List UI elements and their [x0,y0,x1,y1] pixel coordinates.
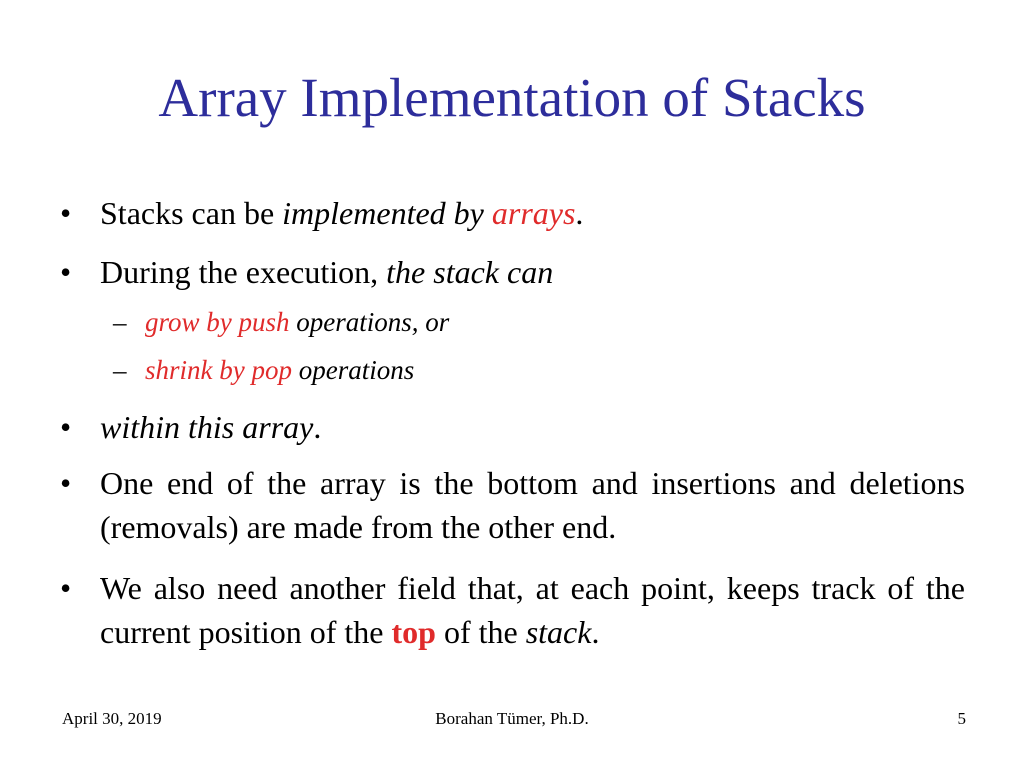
text-run: . [575,195,584,231]
subbullet-marker: – [113,355,127,385]
bullet-marker: • [60,254,72,290]
text-run-italic: stack [525,614,592,650]
text-run-italic: the stack can [386,254,554,290]
bullet-text [100,191,965,235]
subbullet-text [145,305,449,339]
bullet-item [60,191,965,235]
bullet-marker: • [60,195,72,231]
text-run: During the execution, [100,254,387,290]
footer-author: Borahan Tümer, Ph.D. [435,709,589,728]
bullet-marker: • [60,465,72,501]
text-run-highlight: grow by push [145,307,290,337]
text-run-italic: implemented by [282,195,492,231]
bullet-marker: • [60,409,72,445]
subbullet-item [113,353,414,387]
text-run-bold-highlight: top [391,614,436,650]
slide-title: Array Implementation of Stacks [158,67,866,128]
bullet-text [100,405,965,449]
text-run-italic: within this array [100,409,314,445]
footer-date: April 30, 2019 [62,709,162,728]
text-run-italic: operations, or [289,307,450,337]
text-run-italic: operations [291,355,415,385]
text-run-highlight: shrink by pop [145,355,292,385]
bullet-marker: • [60,570,72,606]
bullet-text [100,566,965,654]
bullet-item [60,405,965,449]
text-run: of the [435,614,526,650]
text-run: We also need another field that, at each point, keeps track of the current position of the [100,570,965,650]
bullet-item [60,250,965,294]
text-run: . [313,409,322,445]
bullet-item [60,461,965,549]
text-run-highlight: arrays [491,195,576,231]
text-run: . [591,614,600,650]
subbullet-marker: – [113,307,127,337]
bullet-item [60,566,965,654]
subbullet-text [145,353,414,387]
footer-page-number: 5 [957,709,966,728]
subbullet-item [113,305,449,339]
text-run: Stacks can be [100,195,283,231]
bullet-text: One end of the array is the bottom and insertions and deletions (removals) are made from the other end. [100,465,965,545]
bullet-text [100,250,965,294]
